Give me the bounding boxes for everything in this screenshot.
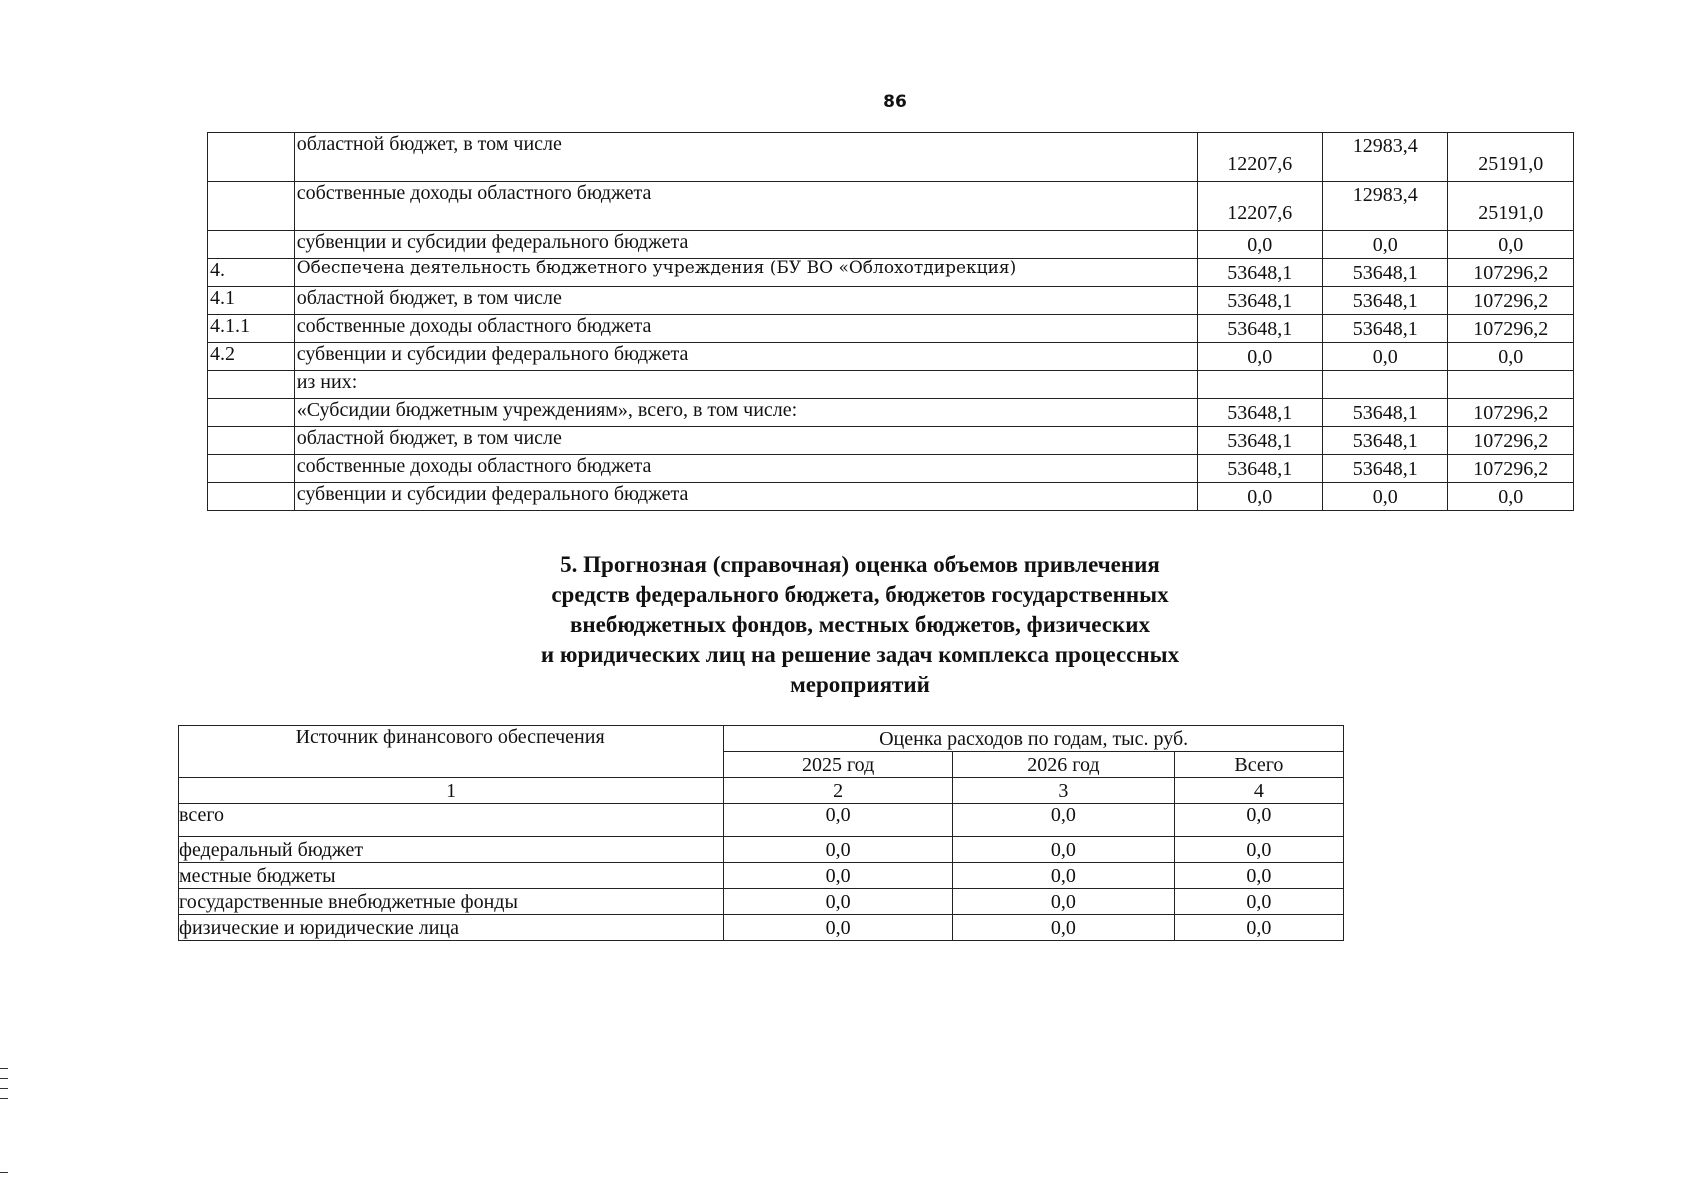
- value-total: 0,0: [1174, 889, 1343, 915]
- value-2025: 0,0: [724, 915, 953, 941]
- margin-mark: [0, 1098, 8, 1099]
- table-row: [208, 371, 1574, 399]
- value-total: 107296,2: [1448, 287, 1574, 315]
- column-number-row: [179, 778, 1344, 804]
- value-total: 107296,2: [1448, 315, 1574, 343]
- value-2026: 0,0: [953, 837, 1175, 863]
- column-number: 4: [1174, 778, 1343, 804]
- header-year-2025: 2025 год: [724, 752, 953, 778]
- column-number: 1: [179, 778, 724, 804]
- value-2025: 0,0: [724, 804, 953, 837]
- value-2025: [1197, 371, 1322, 399]
- value-total: 25191,0: [1448, 133, 1574, 182]
- value-2026: 0,0: [1323, 483, 1448, 511]
- value-2026: 0,0: [1323, 343, 1448, 371]
- row-number: [208, 182, 295, 231]
- table-row: [208, 483, 1574, 511]
- row-number: 4.: [208, 259, 295, 287]
- value-total: 107296,2: [1448, 455, 1574, 483]
- row-label: областной бюджет, в том числе: [294, 427, 1197, 455]
- table-row: [208, 259, 1574, 287]
- value-total: 107296,2: [1448, 259, 1574, 287]
- value-2025: 0,0: [1197, 231, 1322, 259]
- margin-mark: [0, 1088, 8, 1089]
- row-number: [208, 427, 295, 455]
- value-2025: 53648,1: [1197, 259, 1322, 287]
- row-label: областной бюджет, в том числе: [294, 133, 1197, 182]
- value-2025: 0,0: [724, 863, 953, 889]
- table-row: [179, 915, 1344, 941]
- page-number: 86: [883, 92, 907, 112]
- value-2026: 0,0: [953, 804, 1175, 837]
- value-2026: 53648,1: [1323, 287, 1448, 315]
- value-total: 0,0: [1174, 837, 1343, 863]
- row-label: субвенции и субсидии федерального бюджета: [294, 343, 1197, 371]
- value-2026: 53648,1: [1323, 427, 1448, 455]
- row-label: субвенции и субсидии федерального бюджета: [294, 231, 1197, 259]
- row-label: собственные доходы областного бюджета: [294, 455, 1197, 483]
- value-2025: 53648,1: [1197, 427, 1322, 455]
- row-number: [208, 399, 295, 427]
- value-total: 0,0: [1448, 231, 1574, 259]
- table-row: [208, 455, 1574, 483]
- column-number: 3: [953, 778, 1175, 804]
- header-estimate: Оценка расходов по годам, тыс. руб.: [724, 726, 1344, 752]
- table-row: [179, 804, 1344, 837]
- table-row: [208, 315, 1574, 343]
- value-2026: 12983,4: [1323, 133, 1448, 182]
- row-number: [208, 231, 295, 259]
- value-total: 0,0: [1174, 804, 1343, 837]
- source-label: государственные внебюджетные фонды: [179, 889, 724, 915]
- table-row: [208, 287, 1574, 315]
- table-row: [208, 343, 1574, 371]
- header-total: Всего: [1174, 752, 1343, 778]
- value-2026: 53648,1: [1323, 399, 1448, 427]
- value-2026: 0,0: [1323, 231, 1448, 259]
- value-2026: 53648,1: [1323, 455, 1448, 483]
- value-2025: 12207,6: [1197, 133, 1322, 182]
- row-label: Обеспечена деятельность бюджетного учреждения (БУ ВО «Облохотдирекция): [294, 259, 1197, 287]
- margin-mark: [0, 1078, 8, 1079]
- table-row: [179, 837, 1344, 863]
- value-2026: 53648,1: [1323, 259, 1448, 287]
- table-row: [179, 889, 1344, 915]
- value-total: 0,0: [1448, 343, 1574, 371]
- section-heading: [480, 550, 1240, 700]
- header-source: Источник финансового обеспечения: [179, 726, 724, 778]
- row-label: собственные доходы областного бюджета: [294, 182, 1197, 231]
- heading-line: средств федерального бюджета, бюджетов государственных: [551, 582, 1169, 607]
- value-total: 0,0: [1174, 863, 1343, 889]
- value-total: 0,0: [1174, 915, 1343, 941]
- value-2026: 12983,4: [1323, 182, 1448, 231]
- row-number: [208, 455, 295, 483]
- margin-mark: [0, 1172, 8, 1173]
- table-row: [208, 231, 1574, 259]
- source-label: федеральный бюджет: [179, 837, 724, 863]
- row-label: «Субсидии бюджетным учреждениям», всего, в том числе:: [294, 399, 1197, 427]
- heading-line: 5. Прогнозная (справочная) оценка объемов привлечения: [560, 552, 1160, 577]
- row-label: собственные доходы областного бюджета: [294, 315, 1197, 343]
- budget-table: [207, 132, 1574, 511]
- table-row: [179, 863, 1344, 889]
- value-2025: 53648,1: [1197, 399, 1322, 427]
- value-total: 0,0: [1448, 483, 1574, 511]
- header-year-2026: 2026 год: [953, 752, 1175, 778]
- value-total: 25191,0: [1448, 182, 1574, 231]
- row-label: областной бюджет, в том числе: [294, 287, 1197, 315]
- row-label: из них:: [294, 371, 1197, 399]
- value-2025: 0,0: [1197, 483, 1322, 511]
- row-number: [208, 371, 295, 399]
- value-2025: 0,0: [724, 889, 953, 915]
- value-2026: [1323, 371, 1448, 399]
- row-number: 4.1.1: [208, 315, 295, 343]
- value-total: 107296,2: [1448, 427, 1574, 455]
- source-label: всего: [179, 804, 724, 837]
- value-total: 107296,2: [1448, 399, 1574, 427]
- funding-estimate-table: [178, 725, 1344, 941]
- row-label: субвенции и субсидии федерального бюджета: [294, 483, 1197, 511]
- value-2025: 12207,6: [1197, 182, 1322, 231]
- value-2026: 53648,1: [1323, 315, 1448, 343]
- table-row: [208, 427, 1574, 455]
- table-row: [208, 182, 1574, 231]
- margin-mark: [0, 1068, 8, 1069]
- row-number: 4.1: [208, 287, 295, 315]
- row-number: 4.2: [208, 343, 295, 371]
- source-label: местные бюджеты: [179, 863, 724, 889]
- heading-line: и юридических лиц на решение задач комплекса процессных: [540, 642, 1180, 667]
- value-2025: 0,0: [1197, 343, 1322, 371]
- value-2025: 53648,1: [1197, 287, 1322, 315]
- column-number: 2: [724, 778, 953, 804]
- value-2025: 53648,1: [1197, 315, 1322, 343]
- header-row: [179, 726, 1344, 752]
- source-label: физические и юридические лица: [179, 915, 724, 941]
- value-2026: 0,0: [953, 863, 1175, 889]
- value-2025: 53648,1: [1197, 455, 1322, 483]
- heading-line: мероприятий: [790, 672, 930, 697]
- value-2026: 0,0: [953, 915, 1175, 941]
- value-2026: 0,0: [953, 889, 1175, 915]
- value-2025: 0,0: [724, 837, 953, 863]
- row-number: [208, 483, 295, 511]
- table-row: [208, 133, 1574, 182]
- table-row: [208, 399, 1574, 427]
- row-number: [208, 133, 295, 182]
- heading-line: внебюджетных фондов, местных бюджетов, физических: [569, 612, 1151, 637]
- value-total: [1448, 371, 1574, 399]
